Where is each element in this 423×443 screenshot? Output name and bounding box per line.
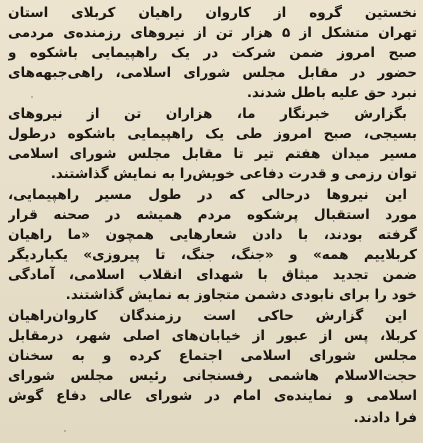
article-line: کربلا، پس از عبور از خیابان‌های اصلی شهر، درمقابل xyxy=(8,328,417,344)
article-line: گرفته بودند، با دادن شعارهایی همچون «ما راهیان xyxy=(8,227,417,243)
article-line: توان رزمی و قدرت دفاعی خویش‌را به نمایش گذاشتند. xyxy=(50,166,417,182)
article-line: بسیجی، صبح امروز طی یک راهپیمایی باشکوه درطول xyxy=(8,126,417,142)
article-line: نخستین گروه از کاروان راهیان کربلای استان xyxy=(8,5,417,21)
print-speck xyxy=(377,301,379,303)
article-line: بگزارش خبرنگار ما، هزاران تن از نیروهای xyxy=(8,106,407,122)
article-column xyxy=(8,0,417,443)
article-line: تهران متشکل از ۵ هزار تن از نیروهای رزمنده‌ی مردمی xyxy=(8,25,417,41)
article-line: مجلس شورای اسلامی اجتماع کرده و به سخنان xyxy=(8,348,417,364)
article-line: مسیر میدان هفتم تیر تا مقابل مجلس شورای اسلامی xyxy=(8,146,417,162)
article-line: این نیروها درحالی که در طول مسیر راهپیمایی، xyxy=(8,187,407,203)
article-line: حجت‌الاسلام هاشمی رفسنجانی رئیس مجلس شورای xyxy=(8,368,417,384)
article-line: صبح امروز ضمن شرکت در یک راهپیمایی باشکوه و xyxy=(8,45,417,61)
article-line: اسلامی و نماینده‌ی امام در شورای عالی دفاع گوش xyxy=(8,388,417,404)
print-speck xyxy=(31,96,33,98)
article-line: ضمن تجدید میثاق با شهدای انقلاب اسلامی، آمادگی xyxy=(8,267,417,283)
article-line: کربلاییم همه» و «جنگ، جنگ، تا پیروزی» یکباردیگر xyxy=(8,247,417,263)
article-line: خود را برای نابودی دشمن متجاوز به نمایش گذاشتند. xyxy=(65,287,417,303)
article-line: فرا دادند. xyxy=(353,410,417,426)
article-line: این گزارش حاکی است رزمندگان کاروان‌راهیان xyxy=(8,308,407,324)
print-speck xyxy=(64,430,66,432)
article-line: حضور در مقابل مجلس شورای اسلامی، راهی‌جبهه‌های xyxy=(8,65,417,81)
article-line: مورد استقبال پرشکوه مردم همیشه در صحنه قرار xyxy=(8,207,417,223)
article-line: نبرد حق علیه باطل شدند. xyxy=(246,85,417,101)
print-speck xyxy=(212,180,214,182)
